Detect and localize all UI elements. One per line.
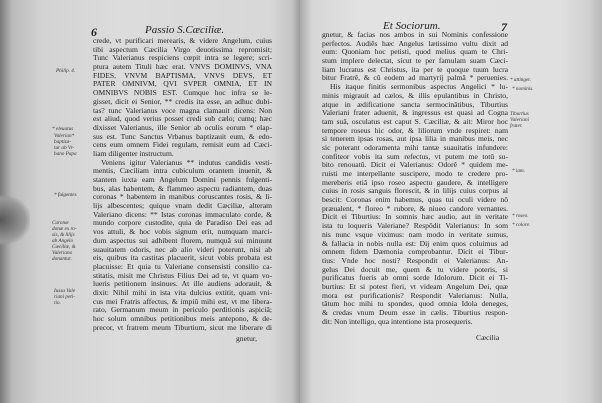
text-line: Valeriani frater aduenit, & ingressus est quasi ad Cogna [322, 108, 508, 118]
text-line: perfectos. Audiẽs hæc Angelus lætissimo vultu dixit ad [322, 38, 508, 48]
text-line: eis, quibus ita castitas placuerit, sicut vobis probata est [93, 253, 272, 263]
text-line: Valeriano dicens: ** Istas coronas immaculato corde, & [93, 209, 272, 219]
text-line: mereberis etiã ipso roseo aspectu gaudere, & intelligere [322, 177, 508, 187]
margin-note: Philip. 4. [56, 68, 76, 74]
text-line: coronas * habentem in manibus coruscantes rosis, & li- [93, 192, 272, 202]
margin-note: Iussa Vale riani peti- tio. [54, 288, 76, 306]
text-line: Veniens igitur Valerianus ** indutus candidis vesti- [101, 157, 272, 167]
text-line: lijs albescentes; quique vnam dedit Cæciliæ, alteram [93, 201, 272, 211]
text-line: cus mei Fratris affectus, & impiũ mihi est, vt me libera- [93, 296, 272, 306]
text-line: purificatus fueris ab omni sorde Idolorum. Dicit ei Ti- [322, 273, 508, 283]
page-number: 7 [501, 20, 507, 34]
text-line: tãtum hoc mihi tu spondes, quod omnia Idola deneges, [322, 299, 508, 309]
text-line: præualent, * floreo * rubore, & niueo candore vernantes. [322, 203, 508, 213]
margin-note: * attinget. [510, 77, 532, 83]
text-line: confiteor vobis ita sum refectus, vt putem me totũ su- [322, 151, 508, 161]
margin-note: * iam. [512, 168, 525, 174]
margin-note: * nominis. [512, 86, 534, 92]
text-line: cens eum omnem Fidei regulam, remisit eum ad Cæci- [93, 140, 272, 150]
text-line: tempore roseus hic odor, & liliorum vnde respiret: nam [322, 125, 508, 135]
margin-note: * colore. [512, 222, 531, 228]
text-line: liam diligenter instructum. [93, 148, 174, 158]
left-page [0, 0, 300, 403]
text-line: & fallacia in nobis nulla est: Dij enim quos coluimus ad [322, 238, 508, 248]
text-line: minis migrauit ad cælos, & illis epulantibus in Christo, [322, 90, 508, 100]
text-line: Dicit ei Tiburtius: In somnis hæc audio, aut in veritate [322, 212, 508, 222]
margin-note: Coronæ donæ ex ro- sis, & lilijs ab Angelo Cæciliæ, & Valeriano donantur. [52, 220, 77, 262]
text-line: FIDES, VNVM BAPTISMA, VNVS DEVS, ET [93, 70, 272, 80]
margin-note: * roseo. [512, 213, 529, 219]
text-line: ptura autem Tituli hæc erat. VNVS DOMINVS, VNA [93, 62, 272, 72]
right-page [300, 0, 602, 403]
text-column [322, 31, 508, 326]
text-line: bescit: Coronas enim habemus, quas tui oculi videre nõ [322, 195, 508, 205]
text-line: dixit: Nihil mihi in ista vita dulcius extitit, quam vni- [93, 287, 272, 297]
text-line: gisset, dicit ei Senior, ** credis ita esse, an adhuc dubi- [93, 96, 272, 106]
text-line: placuisse: Et quia tu Valeriane consensisti consilio ca- [93, 261, 272, 271]
text-line: gelus Dei docuit me, quem & tu videre poteris, si [322, 264, 508, 274]
text-line: est aliud, quod verius posset credi sub cælo; cumq; hæc [93, 114, 272, 124]
catchword: gnetur, [236, 334, 257, 343]
page-edge-shadow [0, 195, 30, 245]
text-line: & credas vnum Deum esse in cælis. Tiburtius respon- [322, 308, 508, 317]
text-line: hoc solum omnibus petitionibus meis antepono, & de- [93, 314, 272, 323]
text-line: ruisti me interpellante suscipere, modo te credere pro- [322, 169, 508, 178]
text-line: tius: Vnde hoc nosti? Respondit ei Valerianus: An- [322, 255, 508, 265]
page-number: 6 [91, 25, 97, 39]
text-line: sic poterant odoramenta mihi tantæ suauitatis infundere: [322, 142, 508, 152]
running-head: Passio S.Cæciliæ. [145, 24, 225, 36]
text-line: lueris petitionem insinues. At ille audiens adorauit, & [93, 279, 272, 289]
text-line: His itaque finitis sermonibus aspectus Angelici * lu- [330, 82, 508, 92]
margin-note: Valerian* baptiza- tur ab Vr- bano Papa [54, 133, 77, 157]
margin-note: * fulgentes [54, 192, 77, 198]
text-line: stitatis, misit me Christus Filius Dei ad te, vt quam vo- [93, 270, 272, 280]
margin-note: * eleuatus [52, 126, 74, 132]
text-line: crede, vt purificari merearis, & videre Angelum, cuius [93, 36, 272, 45]
text-line: PATER OMNIVM, QVI SVPER OMNIA, ET IN [93, 79, 272, 89]
text-line: tam suã, osculatus est caput S. Cæciliæ, & ait: Miror hoc [322, 116, 508, 126]
text-line: precor, vt fratrem meum Tiburtium, sicut me liberare di [93, 322, 272, 332]
text-line: dit: Non intelligo, qua intentione ista prosequeris. [322, 316, 473, 326]
text-line: ista tu loqueris Valeriane? Respõdit Valerianus: In som [322, 221, 508, 231]
text-line: bus, alas habentem, & flammeo aspectu radiantem, duas [93, 183, 272, 193]
text-line: stum implere delectat, sicut te per famulam suam Cæci- [322, 56, 508, 66]
margin-note: Tiburtius Valeriani frater. [510, 111, 530, 129]
text-line: nis nunc vsque viximus: nam modo in veritate sumus, [322, 229, 508, 239]
text-line: bito renouatũ. Dicit ei Valerianus: Odorẽ * quidem me- [322, 160, 508, 170]
text-line: vos attuli, & hoc vobis signum erit, numquam marci- [93, 227, 272, 237]
text-line: rato, Germanum meum in periculo perditionis aspiciã; [93, 305, 272, 315]
text-line: omnem fidem Dæmonia comprobantur. Dicit ei Tibur- [322, 247, 508, 257]
text-line: stantem iuxta eam Angelum Domini pennis fulgenti- [93, 175, 272, 184]
catchword: Cæcilia [476, 333, 500, 342]
text-line: gnetur, & facias nos ambos in sui Nominis confessione [322, 30, 508, 39]
text-line: Tunc Valerianus respiciens cœpit intra se legere; scri- [93, 53, 272, 63]
text-line: cuius in rosis sanguis florescit, & in lilijs cuius corpus al [322, 186, 508, 196]
text-line: liam lucratus est Christus, ita per te quoque tuum lucra [322, 64, 508, 74]
running-head: Et Sociorum. [383, 20, 441, 32]
text-line: sus est. Tunc Sanctus Vrbanus baptizauit eum, & edo- [93, 131, 272, 141]
text-line: suauitatem odoris, nec ab alio videri poterunt, nisi ab [93, 244, 272, 254]
text-line: OMNIBVS NOBIS EST. Cumque hoc infra se le- [93, 88, 272, 98]
text-line: atque in ædificatione sancta sermocinãtibus, Tiburtius [322, 99, 508, 109]
text-line: mundo corpore custodite, quia de Paradiso Dei eas ad [93, 218, 272, 228]
text-line: eum: Quoniam hoc petisti, quod melius quam te Chri- [322, 47, 508, 57]
text-line: dixisset Valerianus, ille Senior ab oculis eorum * elap- [93, 122, 272, 132]
text-line: bitur Fratrẽ, & cũ eodem ad martyrij palmã * peruenies. [322, 73, 508, 83]
text-line: si tenerem ipsas rosas, aut ipsa lilia in manibus meis, nec [322, 134, 508, 144]
text-line: tas? tunc Valerianus voce magna clamauit dicens: Non [93, 105, 272, 115]
text-line: mora est purificationis? Respondit Valerianus: Nulla, [322, 290, 508, 300]
text-line: dum aspectus sui adhibent florem, numquã sui minuunt [93, 235, 272, 245]
text-line: mentis, Cæciliam intra cubiculum orantem inuenit, & [93, 166, 272, 176]
text-line: tibi aspectum Cæcilia Virgo deuotissima repromisit; [93, 44, 272, 54]
text-column [93, 37, 272, 332]
text-line: burtius: Et si potest fieri, vt videam Angelum Dei, quæ [322, 281, 508, 291]
